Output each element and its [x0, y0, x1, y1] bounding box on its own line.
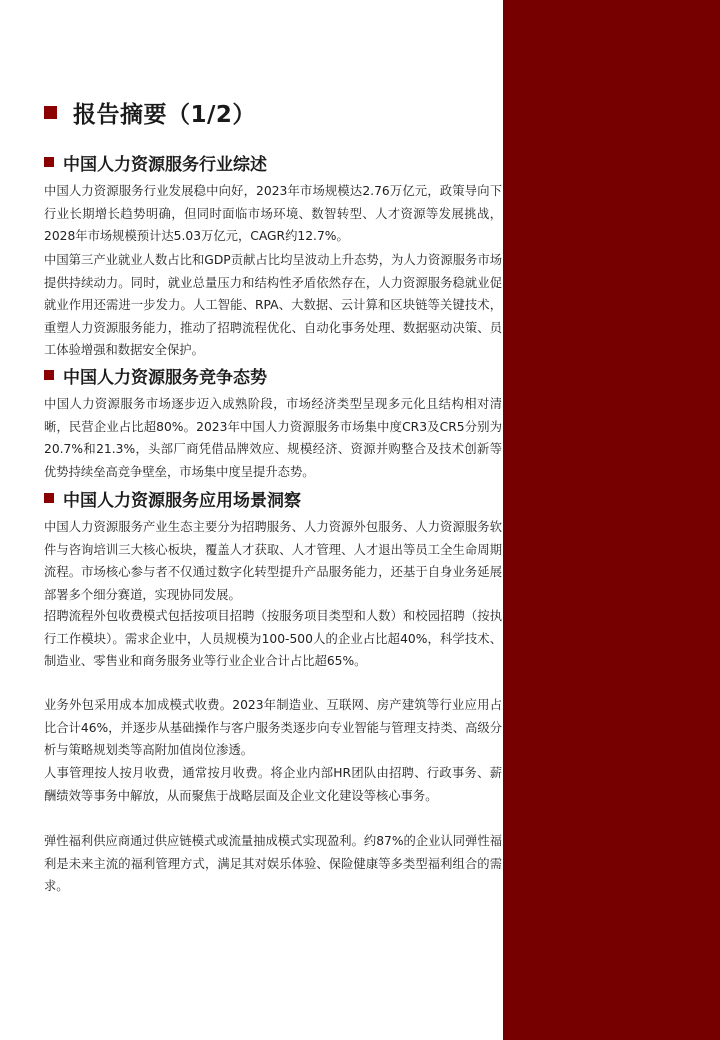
title-square-bullet-icon: [44, 106, 57, 119]
decorative-side-band: [503, 0, 720, 1040]
section-square-bullet-icon: [44, 157, 54, 167]
section-heading-text: 中国人力资源服务竞争态势: [63, 367, 267, 388]
page-title: [44, 94, 256, 130]
section-heading-competition: [44, 363, 267, 387]
section-square-bullet-icon: [44, 370, 54, 380]
paragraph: 中国人力资源服务产业生态主要分为招聘服务、人力资源外包服务、人力资源服务软件与咨询培训三大核心板块，覆盖人才获取、人才管理、人才退出等员工全生命周期流程。市场核心参与者不仅通过数字化转型提升产品服务能力，还基于自身业务延展部署多个细分赛道，实现协同发展。: [44, 520, 502, 602]
paragraph: 中国人力资源服务市场逐步迈入成熟阶段，市场经济类型呈现多元化且结构相对清晰，民营企业占比超80%。2023年中国人力资源服务市场集中度CR3及CR5分别为20.7%和21.3%，头部厂商凭借品牌效应、规模经济、资源并购整合及技术创新等优势持续垒高竞争壁垒，市场集中度呈提升态势。: [44, 397, 502, 479]
paragraph: 人事管理按人按月收费，通常按月收费。将企业内部HR团队由招聘、行政事务、薪酬绩效等事务中解放，从而聚焦于战略层面及企业文化建设等核心事务。: [44, 766, 502, 803]
paragraph: 业务外包采用成本加成模式收费。2023年制造业、互联网、房产建筑等行业应用占比合计46%，并逐步从基础操作与客户服务类逐步向专业智能与管理支持类、高级分析与策略规划类等高附加值岗位渗透。: [44, 698, 502, 757]
section-heading-application-scenarios: [44, 486, 301, 510]
section-heading-industry-overview: [44, 150, 267, 174]
paragraph: 招聘流程外包收费模式包括按项目招聘（按服务项目类型和人数）和校园招聘（按执行工作模块）。需求企业中，人员规模为100-500人的企业占比超40%，科学技术、制造业、零售业和商务服务业等行业企业合计占比超65%。: [44, 609, 502, 668]
paragraph: 弹性福利供应商通过供应链模式或流量抽成模式实现盈利。约87%的企业认同弹性福利是未来主流的福利管理方式，满足其对娱乐体验、保险健康等多类型福利组合的需求。: [44, 834, 502, 893]
section-heading-text: 中国人力资源服务行业综述: [63, 154, 267, 175]
paragraph: 中国人力资源服务行业发展稳中向好，2023年市场规模达2.76万亿元，政策导向下行业长期增长趋势明确，但同时面临市场环境、数智转型、人才资源等发展挑战，2028年市场规模预计达5.03万亿元，CAGR约12.7%。: [44, 184, 502, 243]
section-square-bullet-icon: [44, 493, 54, 503]
section-heading-text: 中国人力资源服务应用场景洞察: [63, 490, 301, 511]
paragraph: 中国第三产业就业人数占比和GDP贡献占比均呈波动上升态势，为人力资源服务市场提供持续动力。同时，就业总量压力和结构性矛盾依然存在，人力资源服务稳就业促就业作用还需进一步发力。人工智能、RPA、大数据、云计算和区块链等关键技术，重塑人力资源服务能力，推动了招聘流程优化、自动化事务处理、数据驱动决策、员工体验增强和数据安全保护。: [44, 253, 502, 357]
page-title-text: 报告摘要（1/2）: [73, 101, 256, 128]
